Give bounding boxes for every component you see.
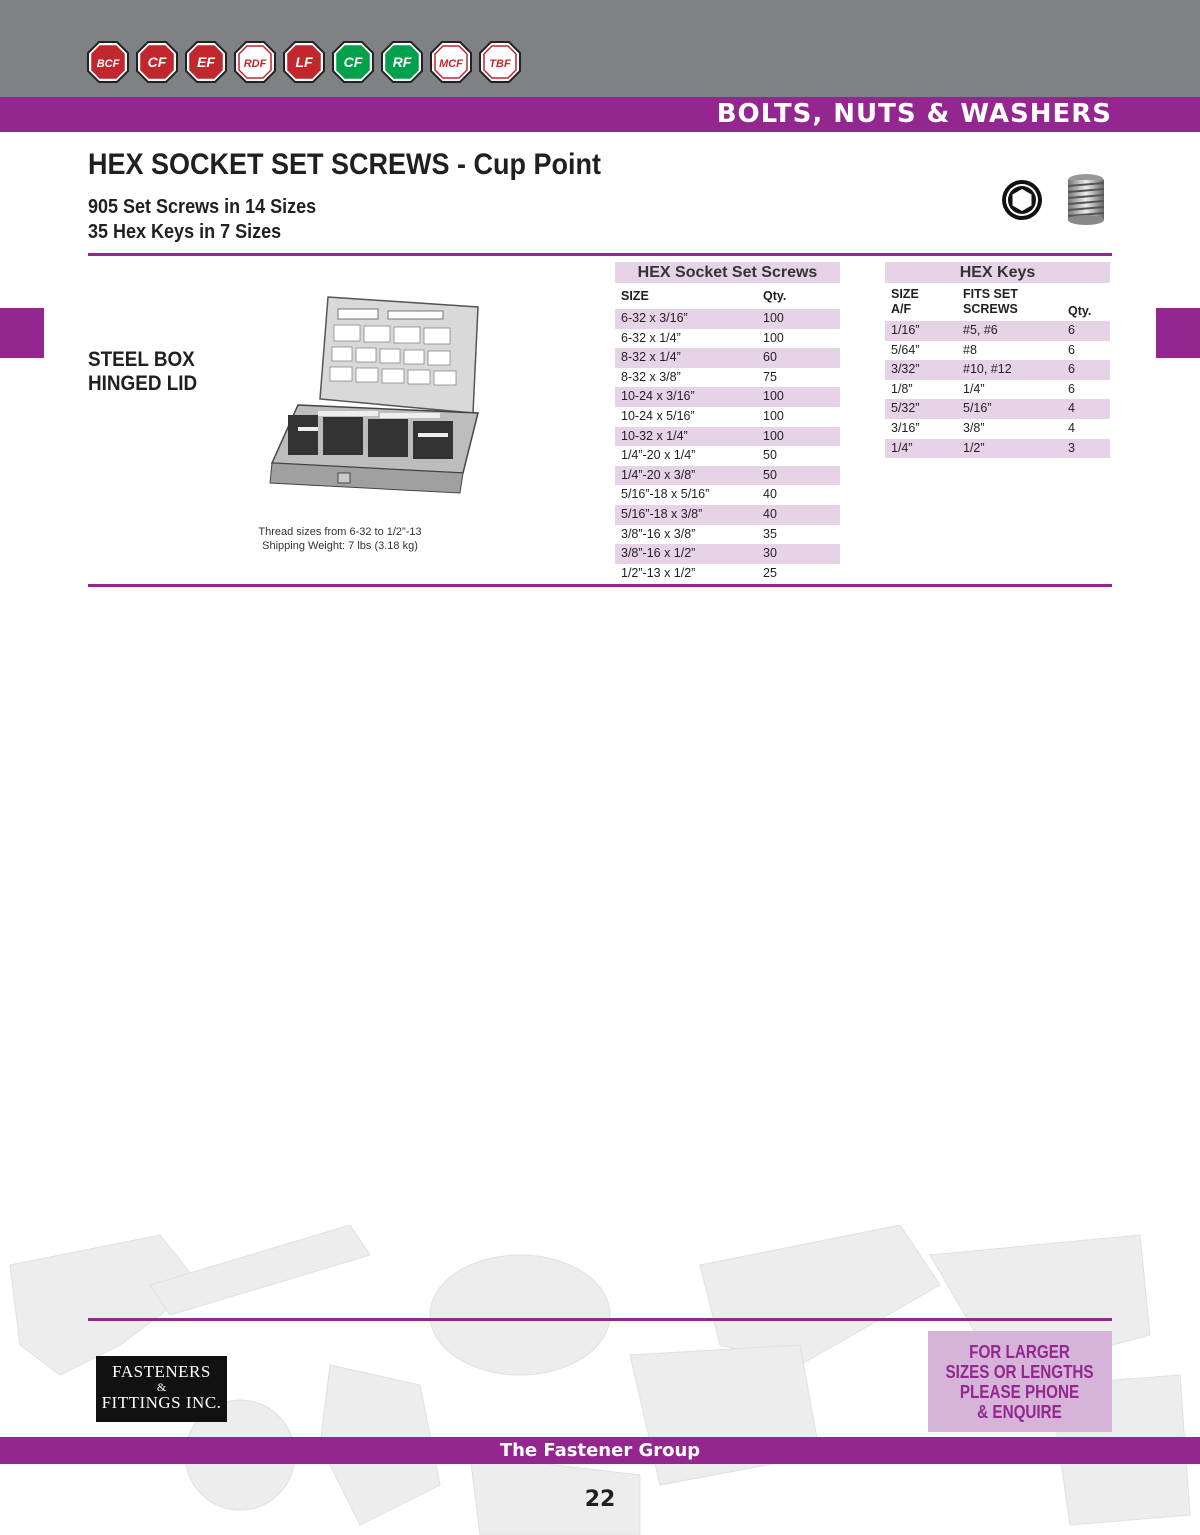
table-row xyxy=(615,564,840,584)
top-rule xyxy=(88,253,1112,256)
cell-size: 10-32 x 1/4” xyxy=(615,427,757,447)
cell-size: 3/8”-16 x 3/8” xyxy=(621,526,696,541)
company-line1: FASTENERS xyxy=(112,1362,211,1381)
set-screws-table-title: HEX Socket Set Screws xyxy=(615,262,840,283)
page-title: HEX SOCKET SET SCREWS - Cup Point xyxy=(88,148,602,181)
table-row xyxy=(615,329,840,349)
cell-qty: 100 xyxy=(757,387,840,407)
brand-logo-3 xyxy=(184,40,228,84)
subtitle-screws: 905 Set Screws in 14 Sizes xyxy=(88,196,317,218)
cell-size: 5/16”-18 x 3/8” xyxy=(615,505,757,525)
header-fits: FITS SET xyxy=(963,287,1018,301)
cell-qty: 40 xyxy=(757,505,840,525)
col-qty-header: Qty. xyxy=(763,289,787,303)
header-band xyxy=(0,0,1200,97)
enquire-box xyxy=(928,1331,1112,1432)
cell-qty: 50 xyxy=(757,466,840,486)
cell-fits: #10, #12 xyxy=(957,360,1062,380)
cell-size: 3/8”-16 x 1/2” xyxy=(615,544,757,564)
header-af: A/F xyxy=(891,302,912,316)
box-label xyxy=(88,348,197,396)
cell-qty: 60 xyxy=(757,348,840,368)
table-row xyxy=(615,525,840,545)
cell-size: 5/16”-18 x 5/16” xyxy=(621,487,710,502)
table-row xyxy=(615,427,840,447)
cell-fits: #5, #6 xyxy=(957,321,1062,341)
cell-qty: 50 xyxy=(763,448,777,463)
side-tab-left xyxy=(0,308,44,358)
hex-keys-table xyxy=(885,262,1110,458)
table-row xyxy=(885,399,1110,419)
subtitle-keys: 35 Hex Keys in 7 Sizes xyxy=(88,221,282,243)
enquire-line2: SIZES OR LENGTHS xyxy=(945,1361,1095,1382)
hex-socket-icon xyxy=(1000,178,1044,222)
cell-size: 5/32” xyxy=(885,399,957,419)
cell-size: 6-32 x 3/16” xyxy=(615,309,757,329)
cell-size: 3/16” xyxy=(891,420,920,435)
company-logo xyxy=(96,1356,227,1422)
cell-qty: 75 xyxy=(763,369,777,384)
cell-fits: 3/8” xyxy=(963,420,985,435)
cell-size: 1/16” xyxy=(885,321,957,341)
brand-logo-6 xyxy=(331,40,375,84)
cell-size: 1/4”-20 x 3/8” xyxy=(615,466,757,486)
table-row xyxy=(615,544,840,564)
cell-size: 1/8” xyxy=(891,381,913,396)
cell-size: 3/32” xyxy=(885,360,957,380)
cell-size: 10-24 x 5/16” xyxy=(621,408,695,423)
brand-logo-5 xyxy=(282,40,326,84)
brand-logo-text: CF xyxy=(147,54,167,70)
table-row xyxy=(615,348,840,368)
cell-qty: 6 xyxy=(1068,342,1075,357)
enquire-line1: FOR LARGER xyxy=(969,1341,1071,1362)
set-screw-icon xyxy=(1062,172,1110,228)
cell-qty: 100 xyxy=(757,309,840,329)
col-size-af-header xyxy=(885,283,957,321)
category-title: BOLTS, NUTS & WASHERS xyxy=(716,99,1112,129)
section-rule xyxy=(88,584,1112,587)
col-size-header: SIZE xyxy=(621,289,649,303)
brand-logo-text: MCF xyxy=(439,58,463,70)
cell-qty: 30 xyxy=(757,544,840,564)
enquire-line4: & ENQUIRE xyxy=(977,1401,1063,1422)
table-row xyxy=(885,439,1110,459)
cell-qty: 25 xyxy=(763,565,777,580)
cell-fits: 5/16” xyxy=(957,399,1062,419)
brand-logo-1 xyxy=(86,40,130,84)
cell-size: 8-32 x 3/8” xyxy=(621,369,681,384)
cell-qty: 100 xyxy=(763,408,784,423)
company-line2: & xyxy=(156,1380,167,1394)
brand-logo-2 xyxy=(135,40,179,84)
side-tab-right xyxy=(1156,308,1200,358)
table-row xyxy=(615,368,840,388)
cell-size: 5/64” xyxy=(891,342,920,357)
cell-qty: 4 xyxy=(1062,399,1110,419)
header-screws: SCREWS xyxy=(963,302,1018,316)
steel-box-photo xyxy=(268,295,480,495)
col-qty-header xyxy=(1062,283,1110,321)
hex-keys-table-title: HEX Keys xyxy=(885,262,1110,283)
brand-logo-text: TBF xyxy=(489,58,511,70)
header-size: SIZE xyxy=(891,287,919,301)
category-bar xyxy=(0,97,1200,132)
table-row xyxy=(885,380,1110,400)
cell-size: 10-24 x 3/16” xyxy=(615,387,757,407)
footer-rule xyxy=(88,1318,1112,1321)
cell-size: 1/4” xyxy=(885,439,957,459)
box-label-line1: STEEL BOX xyxy=(88,348,195,371)
brand-logo-text: LF xyxy=(295,54,313,70)
brand-logos xyxy=(86,40,522,84)
table-row xyxy=(615,466,840,486)
brand-logo-text: RDF xyxy=(243,58,267,70)
box-label-line2: HINGED LID xyxy=(88,372,198,395)
header-qty: Qty. xyxy=(1068,304,1092,318)
cell-size: 1/2”-13 x 1/2” xyxy=(621,565,696,580)
cell-size: 1/4”-20 x 1/4” xyxy=(621,448,696,463)
cell-qty: 6 xyxy=(1068,381,1075,396)
cell-qty: 3 xyxy=(1062,439,1110,459)
set-screws-table xyxy=(615,262,840,583)
brand-logo-text: EF xyxy=(197,54,215,70)
table-row xyxy=(885,360,1110,380)
brand-logo-8 xyxy=(429,40,473,84)
table-row xyxy=(615,485,840,505)
product-icons xyxy=(1000,172,1110,228)
cell-size: 8-32 x 1/4” xyxy=(615,348,757,368)
caption-weight: Shipping Weight: 7 lbs (3.18 kg) xyxy=(262,540,418,552)
brand-logo-text: RF xyxy=(392,54,412,70)
cell-qty: 100 xyxy=(763,330,784,345)
cell-fits: 1/2” xyxy=(957,439,1062,459)
table-row xyxy=(615,407,840,427)
cell-qty: 4 xyxy=(1068,420,1075,435)
caption-thread: Thread sizes from 6-32 to 1/2”-13 xyxy=(258,526,422,538)
page-number: 22 xyxy=(584,1487,616,1512)
table-row xyxy=(615,446,840,466)
cell-qty: 100 xyxy=(757,427,840,447)
enquire-line3: PLEASE PHONE xyxy=(960,1381,1080,1402)
brand-logo-7 xyxy=(380,40,424,84)
cell-qty: 40 xyxy=(763,487,777,502)
cell-qty: 6 xyxy=(1062,321,1110,341)
company-line3: FITTINGS INC. xyxy=(101,1393,222,1412)
brand-logo-4 xyxy=(233,40,277,84)
table-row xyxy=(615,309,840,329)
table-row xyxy=(885,341,1110,361)
cell-fits: #8 xyxy=(963,342,977,357)
footer-group-bar: The Fastener Group xyxy=(0,1437,1200,1464)
cell-fits: 1/4” xyxy=(963,381,985,396)
brand-logo-9 xyxy=(478,40,522,84)
table-row xyxy=(885,419,1110,439)
col-fits-header xyxy=(957,283,1062,321)
brand-logo-text: BCF xyxy=(96,58,120,70)
cell-size: 6-32 x 1/4” xyxy=(621,330,681,345)
cell-qty: 6 xyxy=(1062,360,1110,380)
brand-logo-text: CF xyxy=(343,54,363,70)
table-row xyxy=(885,321,1110,341)
cell-qty: 35 xyxy=(763,526,777,541)
table-row xyxy=(615,387,840,407)
table-row xyxy=(615,505,840,525)
photo-caption xyxy=(240,525,440,553)
